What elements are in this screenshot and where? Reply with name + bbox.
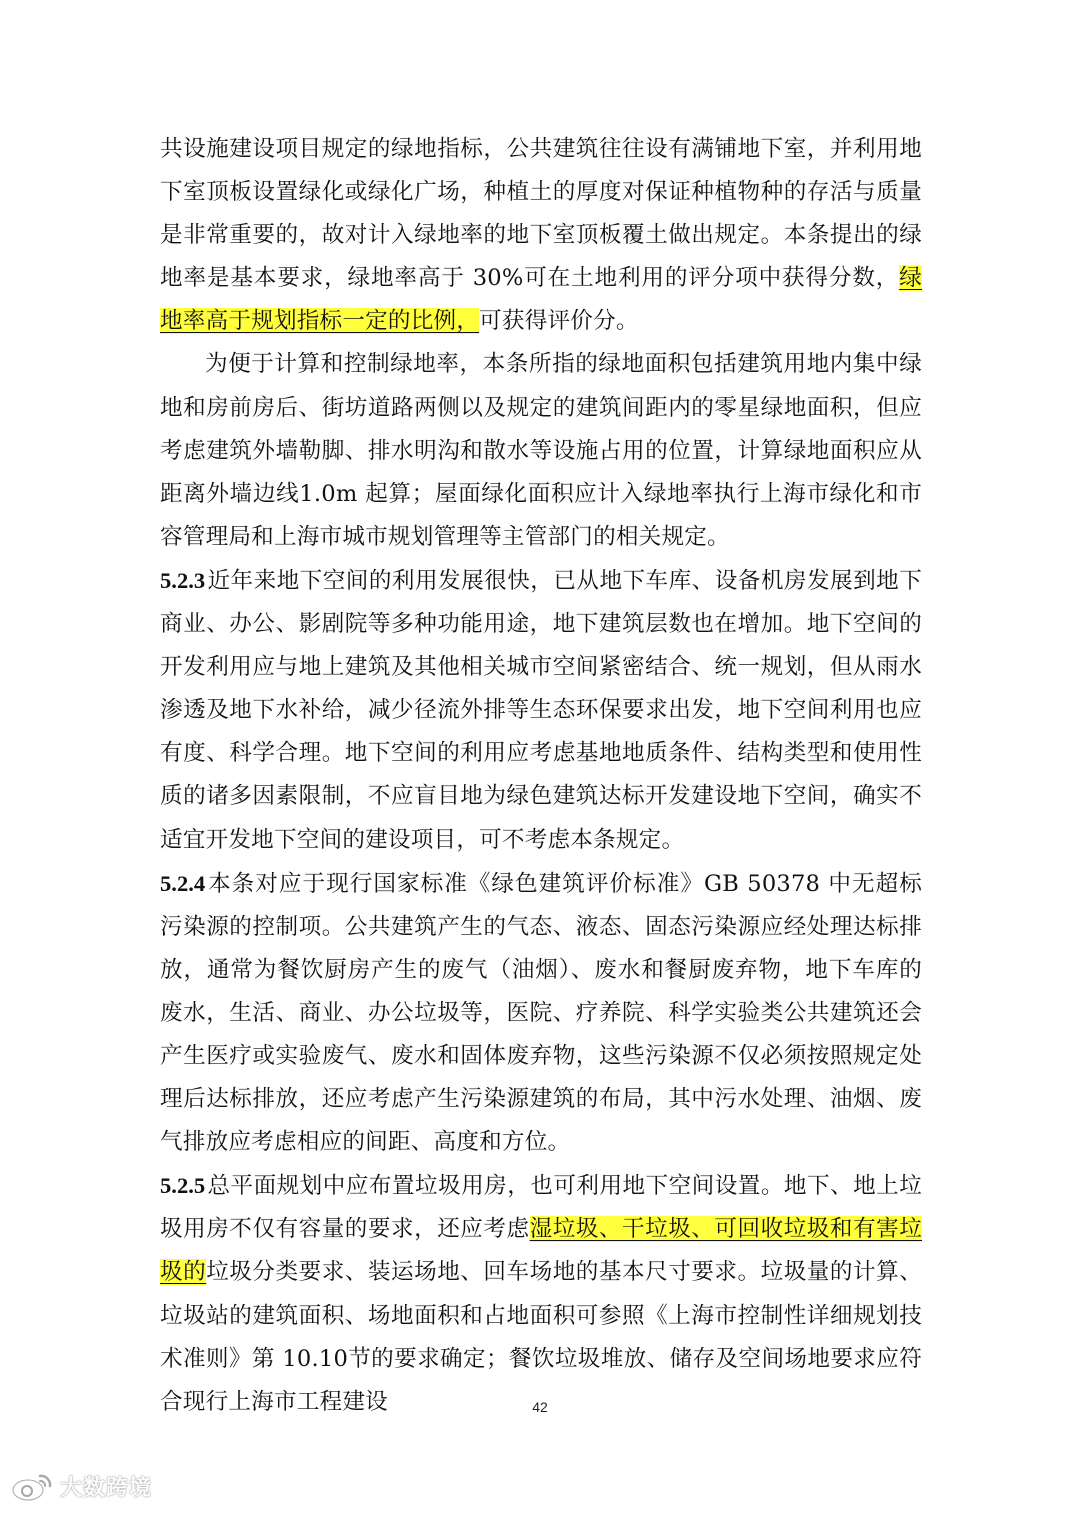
watermark-text: 大数跨境 (60, 1475, 153, 1501)
weibo-logo-icon (10, 1470, 54, 1502)
section-number: 5.2.5 (160, 1173, 206, 1199)
section-number: 5.2.3 (160, 567, 206, 593)
page-number: 42 (532, 1399, 548, 1415)
document-body (160, 128, 922, 1424)
section-5-2-4 (160, 862, 922, 1165)
section-5-2-5 (160, 1164, 922, 1424)
section-5-2-3 (160, 559, 922, 862)
paragraph-text: 本条对应于现行国家标准《绿色建筑评价标准》GB 50378 中无超标污染源的控制项。公共建筑产生的气态、液态、固态污染源应经处理达标排放，通常为餐饮厨房产生的废气（油烟）、废水和餐厨废弃物，地下车库的废水，生活、商业、办公垃圾等，医院、疗养院、科学实验类公共建筑还会产生医疗或实验废气、废水和固体废弃物，这些污染源不仅必须按照规定处理后达标排放，还应考虑产生污染源建筑的布局，其中污水处理、油烟、废气排放应考虑相应的间距、高度和方位。 (160, 870, 922, 1156)
paragraph (160, 343, 922, 558)
section-number: 5.2.4 (160, 870, 206, 896)
paragraph-text: 可获得评价分。 (479, 308, 639, 335)
paragraph-text: 为便于计算和控制绿地率，本条所指的绿地面积包括建筑用地内集中绿地和房前房后、街坊道路两侧以及规定的建筑间距内的零星绿地面积，但应考虑建筑外墙勒脚、排水明沟和散水等设施占用的位置，计算绿地面积应从距离外墙边线1.0m 起算；屋面绿化面积应计入绿地率执行上海市绿化和市容管理局和上海市城市规划管理等主管部门的相关规定。 (160, 351, 922, 550)
paragraph-text: 总平面规划中应布置垃圾用房，也可利用地下空间设置。地下、地上垃圾用房不仅有容量的要求，还应考虑 (160, 1173, 922, 1243)
paragraph-text: 共设施建设项目规定的绿地指标，公共建筑往往设有满铺地下室，并利用地下室顶板设置绿化或绿化广场，种植土的厚度对保证种植物种的存活与质量是非常重要的，故对计入绿地率的地下室顶板覆土做出规定。本条提出的绿地率是基本要求，绿地率高于 30%可在土地利用的评分项中获得分数， (160, 136, 922, 292)
watermark (10, 1466, 152, 1506)
paragraph-text: 近年来地下空间的利用发展很快，已从地下车库、设备机房发展到地下商业、办公、影剧院等多种功能用途，地下建筑层数也在增加。地下空间的开发利用应与地上建筑及其他相关城市空间紧密结合、统一规划，但从雨水渗透及地下水补给，减少径流外排等生态环保要求出发，地下空间利用也应有度、科学合理。地下空间的利用应考虑基地地质条件、结构类型和使用性质的诸多因素限制，不应盲目地为绿色建筑达标开发建设地下空间，确实不适宜开发地下空间的建设项目，可不考虑本条规定。 (160, 567, 922, 853)
paragraph-text: 垃圾分类要求、装运场地、回车场地的基本尺寸要求。垃圾量的计算、垃圾站的建筑面积、场地面积和占地面积可参照《上海市控制性详细规划技术准则》第 10.10节的要求确定；餐饮垃圾堆放、储存及空间场地要求应符合现行上海市工程建设 (160, 1259, 923, 1415)
highlighted-text: 湿垃圾、干垃圾、可回收垃圾和有害垃圾的 (160, 1216, 923, 1286)
paragraph (160, 128, 922, 343)
highlighted-text: 绿地率高于规划指标一定的比例， (160, 265, 922, 335)
